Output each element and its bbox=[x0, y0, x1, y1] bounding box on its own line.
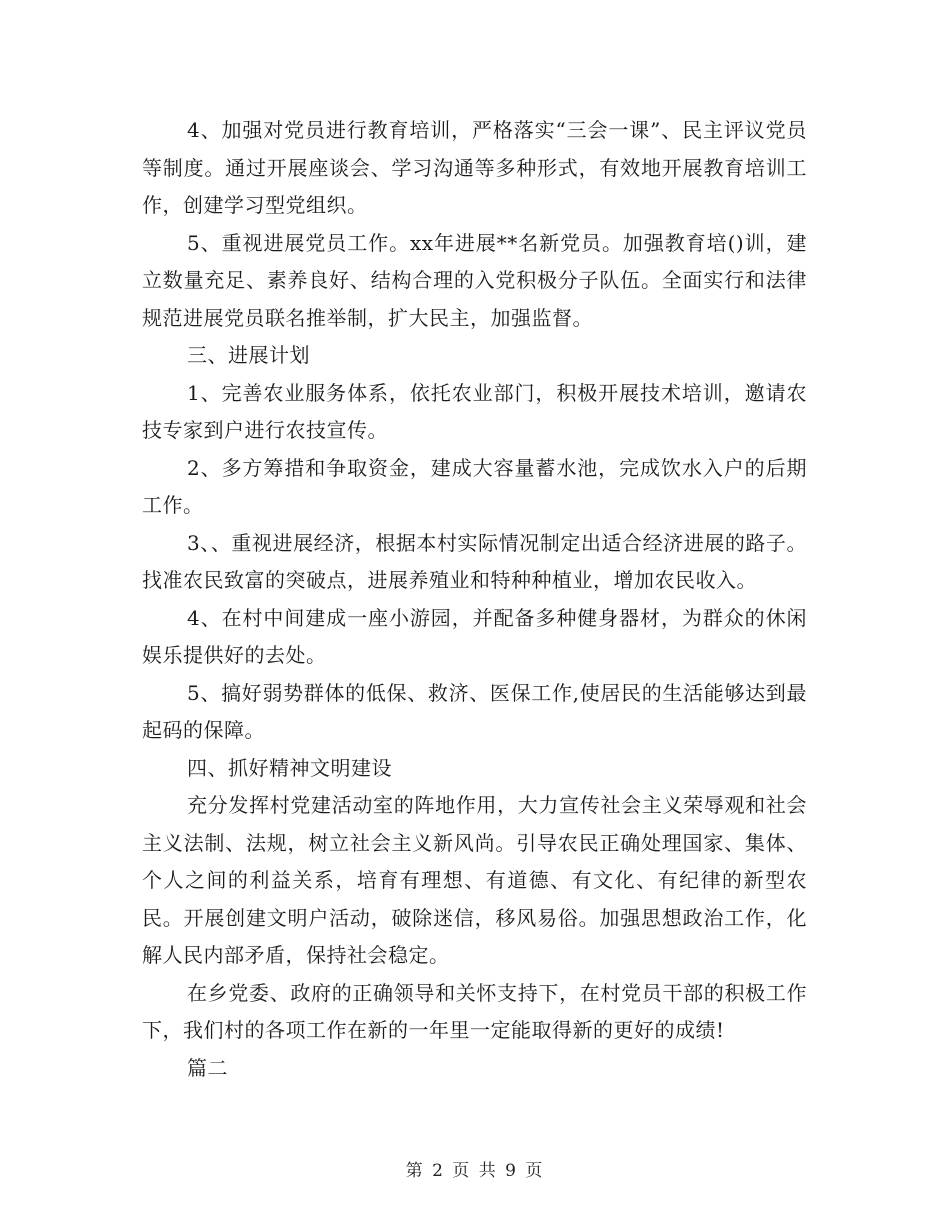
paragraph-item-4-training: 4、加强对党员进行教育培训，严格落实“三会一课”、民主评议党员等制度。通过开展座谈会、学习沟通等多种形式，有效地开展教育培训工作，创建学习型党组织。 bbox=[142, 118, 807, 217]
section-heading-civilization: 四、抓好精神文明建设 bbox=[187, 755, 392, 780]
paragraph-closing: 在乡党委、政府的正确领导和关怀支持下，在村党员干部的积极工作下，我们村的各项工作在新的一年里一定能取得新的更好的成绩! bbox=[142, 980, 807, 1042]
paragraph-item-5-party-members: 5、重视进展党员工作。xx年进展**名新党员。加强教育培()训，建立数量充足、素养良好、结构合理的入党积极分子队伍。全面实行和法律规范进展党员联名推举制，扩大民主，加强监督。 bbox=[142, 230, 807, 330]
paragraph-plan-3-economy: 3、、重视进展经济，根据本村实际情况制定出适合经济进展的路子。找准农民致富的突破点，进展养殖业和特种种植业，增加农民收入。 bbox=[142, 530, 807, 592]
paragraph-civilization-body: 充分发挥村党建活动室的阵地作用，大力宣传社会主义荣辱观和社会主义法制、法规，树立社会主义新风尚。引导农民正确处理国家、集体、个人之间的利益关系，培育有理想、有道德、有文化、有纪律的新型农民。开展创建文明户活动，破除迷信，移风易俗。加强思想政治工作，化解人民内部矛盾，保持社会稳定。 bbox=[142, 793, 807, 967]
section-heading-development-plan: 三、进展计划 bbox=[187, 343, 310, 367]
paragraph-plan-2-water: 2、多方筹措和争取资金，建成大容量蓄水池，完成饮水入户的后期工作。 bbox=[142, 455, 807, 517]
paragraph-plan-4-park: 4、在村中间建成一座小游园，并配备多种健身器材，为群众的休闲娱乐提供好的去处。 bbox=[142, 605, 807, 667]
section-heading-part-two: 篇二 bbox=[187, 1055, 228, 1080]
paragraph-plan-1-agriculture: 1、完善农业服务体系，依托农业部门，积极开展技术培训，邀请农技专家到户进行农技宣传。 bbox=[142, 380, 807, 442]
document-body bbox=[142, 112, 807, 1087]
page-number-footer: 第 2 页 共 9 页 bbox=[405, 1161, 545, 1181]
paragraph-plan-5-welfare: 5、搞好弱势群体的低保、救济、医保工作,使居民的生活能够达到最起码的保障。 bbox=[142, 680, 807, 742]
